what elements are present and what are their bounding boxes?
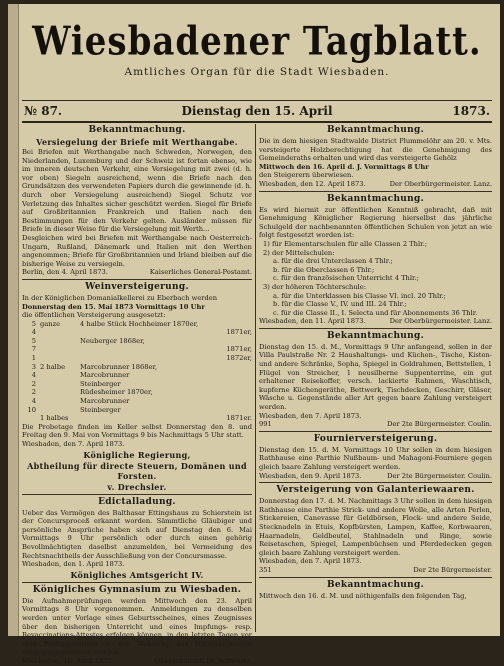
wine-name xyxy=(80,354,218,363)
notice-date: Wiesbaden, 10. April 1873. xyxy=(22,656,114,665)
wine-year xyxy=(218,371,252,380)
notice-text: Dienstag den 15. d. M. Vormittags 10 Uhr sollen in dem hiesigen Rathhause eine Parthie Nußbaum- und Mahagoni-Fourniere gegen gleich baare Zahlung versteigert werden. xyxy=(259,445,492,471)
newspaper-subtitle: Amtliches Organ für die Stadt Wiesbaden. xyxy=(124,66,390,78)
wine-name: Marcobrunner xyxy=(80,397,130,406)
right-column xyxy=(259,124,492,632)
wine-row xyxy=(22,363,252,372)
notice-signature: Königliches Amtsgericht IV. xyxy=(70,569,204,580)
wine-n: 4 xyxy=(31,397,36,406)
notice-heading: Fournierversteigerung. xyxy=(313,433,438,444)
wine-size xyxy=(40,397,80,406)
wine-name: 4 halbe Stück Hochheimer 1870er, xyxy=(80,319,199,328)
issue-date: Dienstag den 15. April xyxy=(181,104,333,118)
wine-size xyxy=(40,328,80,337)
issue-year: 1873. xyxy=(452,104,490,118)
fee-item: b. für die Oberclassen 6 Thlr.; xyxy=(273,265,375,274)
wine-n: 7 xyxy=(31,345,36,354)
wine-year: 1872er, xyxy=(226,354,252,363)
wine-name xyxy=(80,414,218,423)
notice-date: Berlin, den 4. April 1873. xyxy=(22,268,108,277)
wine-name: Rüdesheimer 1870er, xyxy=(80,388,153,397)
wine-row xyxy=(22,371,252,380)
fee-item: c. für die Classe II., I. Selecta und für Abonnements 36 Thlr. xyxy=(273,308,478,317)
wine-n: 4 xyxy=(31,371,36,380)
notice-date: Wiesbaden, den 7. April 1873. xyxy=(259,557,362,566)
wine-year xyxy=(218,397,252,406)
notice-heading: Königliches Gymnasium zu Wiesbaden. xyxy=(32,584,242,595)
wine-size xyxy=(40,380,80,389)
notice-signature: v. Drechsler. xyxy=(107,481,167,492)
wine-year xyxy=(218,388,252,397)
wine-n: 2 xyxy=(31,388,36,397)
fee-item: 3) der höheren Töchterschule: xyxy=(263,282,366,291)
notice-date: Wiesbaden, den 7. April 1873. xyxy=(259,411,362,420)
fee-item: c. für den französischen Unterricht 4 Thlr.; xyxy=(273,274,419,283)
wine-n: 5 xyxy=(31,319,36,328)
wine-year xyxy=(218,380,252,389)
issue-bar xyxy=(22,100,492,123)
notice-heading: Bekanntmachung. xyxy=(88,125,186,135)
wine-row xyxy=(22,345,252,354)
notice-date: Wiesbaden, den 7. April 1873. xyxy=(22,440,125,448)
notice-number: 351 xyxy=(259,565,272,574)
fee-item: a. für die Unterklassen bis Classe VI. incl. 20 Thlr.; xyxy=(273,291,446,300)
wine-list xyxy=(22,320,252,423)
section-rule xyxy=(259,482,492,483)
section-rule xyxy=(22,494,252,495)
notice-date: Wiesbaden, den 1. April 1873. xyxy=(22,560,125,569)
wine-n: 4 xyxy=(31,328,36,337)
notice-heading: Weinversteigerung. xyxy=(85,281,189,292)
notice-text: die öffentlichen Versteigerung ausgesetzt: xyxy=(22,311,166,320)
fee-item: 1) für Elementarschulen für alle Classen 2 Thlr.; xyxy=(263,239,427,248)
notice-signature: Abtheilung für directe Steuern, Domänen und Forsten. xyxy=(27,460,247,481)
wine-name: Marcobrunner xyxy=(80,371,130,380)
notice-text: Es wird hiermit zur öffentlichen Kenntniß gebracht, daß mit Genehmigung Königlicher Regierung hierselbst das jährliche Schulgeld der nachbenannten öffentlichen Schulen von jetzt an wie folgt festgesetzt worden ist: xyxy=(259,205,492,240)
newspaper-page xyxy=(8,4,500,665)
notice-signature: Der Oberbürgermeister. Lanz. xyxy=(389,179,492,188)
wine-row xyxy=(22,328,252,337)
wine-n: 10 xyxy=(27,405,36,414)
wine-name: Neuberger 1868er, xyxy=(80,336,145,345)
section-rule xyxy=(22,279,252,280)
notice-text: Ueber das Vermögen des Balthasar Ettingshaus zu Schierstein ist der Concursproceß erkannt worden. Sämmtliche Gläubiger und persönliche Ansprüche haben sich auf Dienstag den 6. Mai Vormittags 9 Uhr persönlich oder durch einen gehörig Bevollmächtigten daselbst anzumelden, bei Vermeidung des Rechtsnachtheils der Ausschließung von der Concursmasse. xyxy=(22,508,252,560)
notice-text: Die Aufnahmeprüfungen werden Mittwoch den 23. April Vormittags 8 Uhr vorgenommen. Anmeldungen zu denselben werden unter Vorlage eines Geburtsscheines, eines Zeugnisses über den bisherigen Unterricht und eines Impfungs- resp. Revaccinations-Attestes erfolgen können, in den letzten Tagen vor dem Prüfungstermin in der Wohnung des Unterzeichneten entgegengenommen werden. xyxy=(22,596,252,657)
wine-size: 1 halbes xyxy=(40,414,69,423)
section-rule xyxy=(259,431,492,432)
notice-date: Wiesbaden, den 12. April 1873. xyxy=(259,179,366,188)
notice-heading: Bekanntmachung. xyxy=(326,193,425,204)
wine-size: 2 halbe xyxy=(40,362,66,371)
notice-subheading: Versiegelung der Briefe mit Werthangabe. xyxy=(36,137,238,147)
wine-row xyxy=(22,320,252,329)
notice-text: Dienstag den 15. d. M., Vormittags 9 Uhr anfangend, sollen in der Villa Paulstraße Nr. 2 Haushaltungs- und Küchen-, Tische, Kisten- und andere Schränke, Sopha, Spiegel in Goldrahmen, Bettstellen, 1 Flügel von Streicher, 1 neusilberne Suppenterrine, ein gut erhaltener Reisekoffer, versch. lackierte Rahmen, Waschtisch, kupferne Küchengeräthe, Bettwerk, Tischdecken, Geschirr, Gläser, Wäsche u. Gegenstände aller Art gegen baare Zahlung versteigert werden. xyxy=(259,342,492,412)
notice-signature: Der 2te Bürgermeister. Coulin. xyxy=(387,420,492,429)
notice-signature: Oberschulrath Dr. Schwartz. xyxy=(154,656,252,665)
wine-size xyxy=(40,371,80,380)
binding-margin xyxy=(8,4,19,636)
wine-year: 1871er, xyxy=(226,345,252,354)
column-divider xyxy=(255,124,256,632)
notice-heading: Bekanntmachung. xyxy=(326,579,425,590)
wine-name xyxy=(80,328,218,337)
wine-year: 1871er. xyxy=(226,414,252,423)
notice-signature: Kaiserliches General-Postamt. xyxy=(149,268,252,277)
wine-n: 2 xyxy=(31,379,36,388)
fee-item: a. für die drei Unterclassen 4 Thlr.; xyxy=(273,257,393,266)
notice-date: Wiesbaden, den 9. April 1873. xyxy=(259,471,362,480)
wine-size xyxy=(40,388,80,397)
wine-row xyxy=(22,397,252,406)
notice-text: Die Probetage finden im Keller selbst Donnerstag den 8. und Freitag den 9. Mai von Vormittags 9 bis Nachmittags 5 Uhr statt. xyxy=(22,422,252,440)
wine-size xyxy=(40,406,80,415)
wine-row xyxy=(22,414,252,423)
section-rule xyxy=(259,328,492,329)
fee-list xyxy=(259,240,492,317)
wine-size xyxy=(40,345,80,354)
notice-date-bold: Donnerstag den 15. Mai 1873 Vormittags 10 Uhr xyxy=(22,302,205,311)
wine-size xyxy=(40,337,80,346)
notice-signature: Königliche Regierung, xyxy=(83,449,191,460)
wine-row xyxy=(22,354,252,363)
wine-year xyxy=(218,363,252,372)
notice-heading: Bekanntmachung. xyxy=(326,330,425,341)
wine-n xyxy=(22,414,40,423)
notice-text: Die in dem hiesigen Stadtwalde District Plummelöhr am 20. v. Mts. versteigerte Holzberechtigung hat die Genehmigung des Gemeinderaths erhalten und wird das versteigerte Gehölz xyxy=(259,137,492,163)
fee-item: b. für die Classe V., IV. und III. 24 Thlr.; xyxy=(273,300,407,309)
wine-size: ganze xyxy=(40,319,61,328)
section-rule xyxy=(22,582,252,583)
notice-heading: Bekanntmachung. xyxy=(326,125,425,135)
notice-signature: Der 2te Bürgermeister. xyxy=(413,565,492,574)
wine-name: Marcobrunner 1868er, xyxy=(80,362,158,371)
wine-row xyxy=(22,337,252,346)
notice-heading: Versteigerung von Galanteriewaaren. xyxy=(276,485,475,496)
notice-date-bold: Mittwoch den 16. April d. J. Vormittags 8 Uhr xyxy=(259,162,429,171)
wine-year xyxy=(218,337,252,346)
wine-year xyxy=(218,320,252,329)
masthead xyxy=(20,19,494,78)
wine-size xyxy=(40,354,80,363)
notice-text: den Steigerern überwiesen. xyxy=(259,171,354,180)
notice-date: Wiesbaden, den 11. April 1873. xyxy=(259,317,366,326)
wine-row xyxy=(22,388,252,397)
wine-n: 1 xyxy=(31,354,36,363)
notice-text: Bei Briefen mit Werthangabe nach Schweden, Norwegen, den Niederlanden, Luxemburg und der Schweiz ist fortan ebenso, wie im inneren deutschen Verkehr, eine Versiegelung mit zwei (d. h. vor oben) Siegeln ausreichend, wenn die Briefe nach den Grundsätzen des verwendeten Papiers durch die gewinnende (d. h. durch ober Versiegelung ausreichend) Siegel Schutz vor Verletzung des Inhaltes sicher geschützt werden. Siegel für Briefe auf Großbritannien Frankreich und Italien nach den Bestimmungen für den Verkehr gelten. Ausländer müssen für Briefe in dieser Weise für die Versiegelung mit Werth... xyxy=(22,148,252,234)
fee-item: 2) der Mittelschulen: xyxy=(263,248,335,257)
notice-heading: Edictalladung. xyxy=(98,496,176,507)
wine-year xyxy=(218,406,252,415)
notice-signature: Der 2te Bürgermeister. Coulin. xyxy=(387,471,492,480)
wine-name: Steinberger xyxy=(80,405,121,414)
wine-n: 3 xyxy=(31,362,36,371)
wine-row xyxy=(22,406,252,415)
notice-text: Desgleichen wird bei Briefen mit Werthangabe nach Oesterreich-Ungarn, Rußland, Dänemark und Italien mit den Werthen angenommen; Briefe für Großbritannien und Irland bleiben auf die bisherige Weise zu versiegeln. xyxy=(22,233,252,268)
notice-text: Mittwoch den 16. d. M. und nöthigenfalls den folgenden Tag, xyxy=(259,591,467,600)
wine-name: Steinberger xyxy=(80,379,121,388)
section-rule xyxy=(259,191,492,192)
wine-year: 1871er, xyxy=(226,328,252,337)
newspaper-title: Wiesbadener Tagblatt. xyxy=(32,19,482,65)
left-column xyxy=(22,124,252,665)
section-rule xyxy=(259,577,492,578)
notice-text: Donnerstag den 17. d. M. Nachmittags 3 Uhr sollen in dem hiesigen Rathhause eine Parthie Strick- und andere Wolle, alle Arten Perlen, Stickereien, Canevasse für Geldbörsen, Flock- und andere Seide, Stecknadeln in Etuis, Kopfbürsten, Lampen, Kaffee, Korbwaaren, Haarnadeln, Geldbeutel, Stahlnadeln und Ringe, sowie Reisetaschen, Spiegel, Lampenbüchsen und Pferdedecken gegen gleich baare Zahlung versteigert werden. xyxy=(259,497,492,557)
wine-n: 5 xyxy=(31,336,36,345)
notice-text: In der Königlichen Domanialkellerei zu Eberbach werden xyxy=(22,293,218,302)
wine-row xyxy=(22,380,252,389)
wine-name xyxy=(80,345,218,354)
notice-signature: Der Oberbürgermeister. Lanz. xyxy=(389,317,492,326)
issue-number: № 87. xyxy=(24,104,63,118)
notice-number: 991 xyxy=(259,420,272,429)
